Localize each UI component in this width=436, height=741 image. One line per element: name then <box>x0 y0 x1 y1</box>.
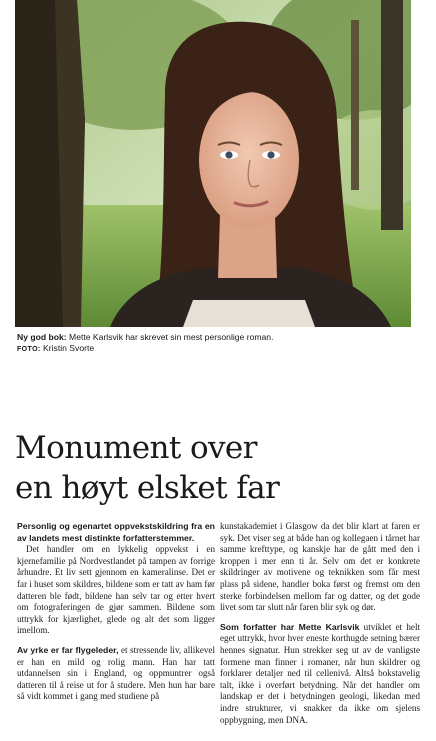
article-column-left <box>17 521 215 703</box>
paragraph-text: utviklet et helt eget uttrykk, hvor hver eneste korthugde setning bærer hennes signatur. Hun strekker seg ut av de vanligste formene man finner i romaner, når hun skildrer og forklarer detaljer ned til cellenivå. Altså bokstavelig talt, ikke i overført betydning. Når det handler om landskap er det i betydningen geologi, likedan med indre strukturer, vi snakker da ikke om sjelens oppbygning, men DNA. <box>220 621 420 725</box>
paragraph-kicker: Som forfatter har Mette Karlsvik <box>220 621 360 632</box>
photo-credit-label: FOTO: <box>17 346 41 353</box>
headline-line-1: Monument over <box>15 430 257 466</box>
article-paragraph <box>17 645 215 703</box>
article-ingress <box>17 521 215 544</box>
article-headline <box>15 428 425 508</box>
article-column-right <box>220 521 420 726</box>
article-paragraph <box>220 622 420 726</box>
photo-credit-name: Kristin Svorte <box>43 343 95 353</box>
ingress-text: Personlig og egenartet oppvekstskildring fra en av landets mest distinkte forfatterstemmer. <box>17 521 215 543</box>
photo-credit <box>17 343 417 355</box>
article-paragraph: kunstakademiet i Glasgow da det blir klart at faren er syk. Det viser seg at både han og kollegaen i tårnet har samme krefttype, og kanskje har de gått med den i kroppen i mer enn ti år. Selv om det er konkrete skildringer av motivene og teknikken som får mest plass på sidene, handler boka først og fremst om den sterke forbindelsen mellom far og datter, og det gode livet som tar slutt når faren blir syk og dør. <box>220 521 420 613</box>
portrait-illustration <box>15 0 411 327</box>
photo-caption <box>17 332 417 355</box>
caption-line <box>17 332 417 343</box>
headline-line-2: en høyt elsket far <box>15 470 280 506</box>
author-photo <box>15 0 411 327</box>
article-paragraph: Det handler om en lykkelig oppvekst i en kjernefamilie på Nordvestlandet på tampen av forrige århundre. Et liv sett gjennom en kameralinse. Det er far i huset som skildres, bildene som er tatt av ham før datteren ble født, bildene han selv tar og etter hvert om fotograferingen de gjør sammen. Bildene som uttrykk for kjærlighet, glede og alt det som ligger imellom. <box>17 544 215 636</box>
caption-lead: Ny god bok: <box>17 332 67 342</box>
caption-text: Mette Karlsvik har skrevet sin mest personlige roman. <box>69 332 274 342</box>
paragraph-text: et stressende liv, allikevel er han en mild og rolig mann. Han har tatt utdannelsen sin i England, og oppmuntrer også datteren til å reise ut for å studere. Men hun har bare så vidt kommet i gang med studiene på <box>17 644 215 702</box>
paragraph-kicker: Av yrke er far flygeleder, <box>17 644 119 655</box>
